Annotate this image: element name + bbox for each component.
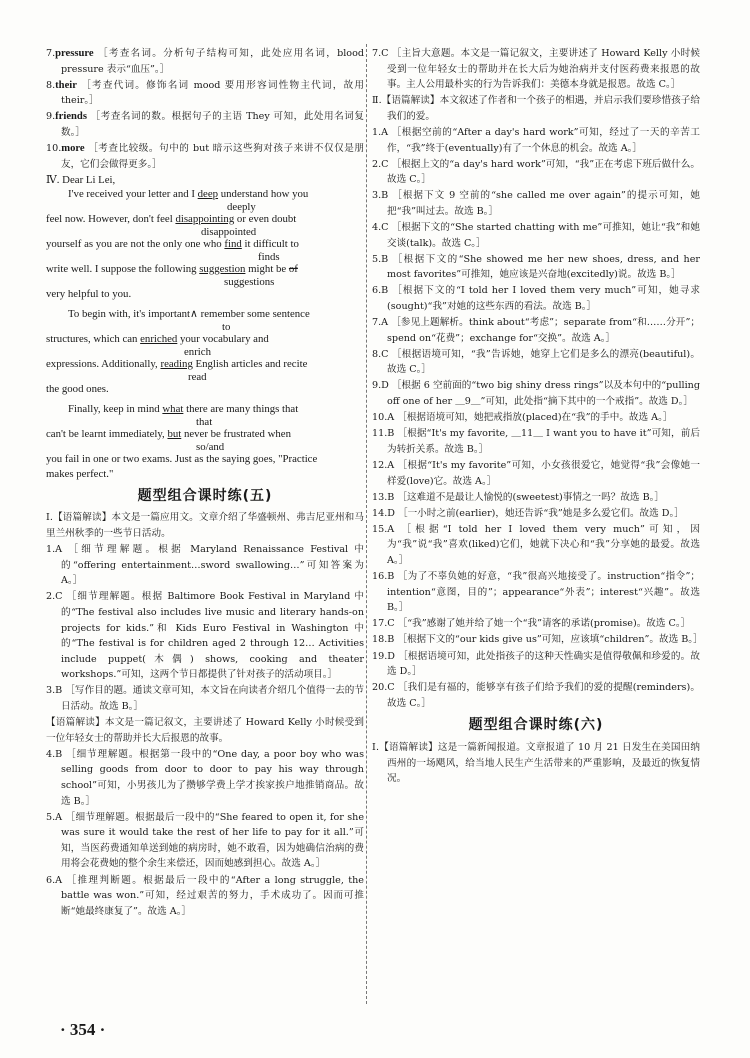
correction-word: so/and [196, 440, 225, 453]
answer-item: 20.C ［我们是有福的，能够享有孩子们给予我们的爱的提醒(reminders)。故选 C。］ [372, 682, 700, 709]
reading-summary: Ⅰ.【语篇解读】这是一篇新闻报道。文章报道了 10 月 21 日发生在美国田纳西州的一场飓风，给当地人民生产生活带来的严重影响，及最近的恢复情况。 [372, 742, 700, 785]
right-column [372, 46, 703, 787]
answer-item: 6.B ［根据下文的“I told her I loved them very much”可知，她寻求(sought)“我”对她的这些东西的看法。故选 B。］ [372, 285, 700, 312]
correction-word: that [196, 415, 213, 428]
letter-line: very helpful to you. [46, 287, 132, 300]
answer-item: 16.B ［为了不辜负她的好意，“我”很高兴地接受了。instruction“指令”；intention“意图，目的”；appearance“外表”；interest“兴趣”。故选 B。］ [372, 571, 700, 614]
section-title-5: 题型组合课时练(五) [137, 487, 273, 504]
answer-item: 2.C ［细节理解题。根据 Baltimore Book Festival in Maryland 中的“The festival also includes live music and literary hands-on projects for kids.”和 Kids Euro Festival in Washington 中的“The festival is for children aged 2 through 12… Activities include puppet(木偶) shows, cooking and theater workshops.”可知，这两个节日都提供了针对孩子的活动项目。］ [46, 591, 364, 681]
letter-line: can't be learnt immediately, but never be frustrated when [46, 427, 291, 440]
answer-item: 8.C ［根据语境可知，“我”告诉她，她穿上它们是多么的漂亮(beautiful)。故选 C。］ [372, 348, 700, 376]
answer-item: 9.D ［根据 6 空前面的“two big shiny dress rings”以及本句中的“pulling off one of her ＿9＿”可知，此处指“摘下其中的一个戒指”。故选 D。］ [372, 380, 700, 408]
reading-summary: Ⅰ.【语篇解读】本文是一篇应用文。文章介绍了华盛顿州、弗吉尼亚州和马里兰州秋季的一些节日活动。 [46, 512, 364, 539]
letter-line: the good ones. [46, 382, 109, 395]
answer-item: 7.A ［参见上题解析。think about“考虑”；separate from“和……分开”；spend on“花费”；exchange for“交换”。故选 A。］ [372, 317, 700, 344]
letter-line: I've received your letter and I deep understand how you [68, 187, 309, 200]
answer-item: 19.D ［根据语境可知，此处指孩子的这种天性确实是值得敬佩和珍爱的。故选 D。］ [372, 650, 700, 678]
correction-word: disappointed [201, 225, 257, 238]
correction-word: enrich [184, 345, 211, 358]
answer-item: 5.B ［根据下文的“She showed me her new shoes, dress, and her most favorites”可推知，她应该是兴奋地(excitedly)说。故选 B。］ [372, 253, 700, 281]
letter-line: makes perfect." [46, 467, 114, 480]
answer-item: 5.A ［细节理解题。根据最后一段中的“She feared to open it, for she was sure it would take the rest of her life to pay for it all.”可知，当医药费通知单送到她的病房时，她不敢看，因为她确信治病的费用将会花费她的整个余生来偿还，因而她感到担心。故选 A。］ [46, 811, 364, 870]
answer-item: 1.A ［根据空前的“After a day's hard work”可知，经过了一天的辛苦工作，“我”终于(eventually)有了一个休息的机会。故选 A。］ [372, 126, 700, 154]
letter-line: write well. I suppose the following suggestion might be of [46, 262, 298, 275]
answer-item: 4.B ［细节理解题。根据第一段中的“One day, a poor boy who was selling goods from door to door to pay his way through school”可知，小男孩儿为了攒够学费上学才挨家挨户地推销商品。故选 B。］ [46, 748, 364, 807]
answer-item: 1.A ［细节理解题。根据 Maryland Renaissance Festival 中的“offering entertainment…sword swallowing…”可知答案为 A。］ [46, 544, 364, 587]
answer-item: 17.C ［“我”感谢了她并给了她一个“我”请客的承诺(promise)。故选 C。］ [372, 618, 691, 630]
correction-word: finds [258, 250, 280, 263]
section-title-6: 题型组合课时练(六) [468, 717, 604, 734]
answer-item-10: 10.more ［考查比较级。句中的 but 暗示这些狗对孩子来讲不仅仅是朋友，它们会做得更多。］ [46, 143, 364, 170]
page-number: · 354 · [60, 1020, 106, 1039]
answer-item-7: 7.pressure ［考查名词。分析句子结构可知，此处应用名词，blood pressure 表示“血压”。］ [46, 48, 364, 75]
letter-line: feel now. However, don't feel disappointing or even doubt [46, 212, 297, 225]
correction-word: read [188, 370, 207, 383]
answer-item: 2.C ［根据上文的“a day's hard work”可知，“我”正在考虑下班后做什么。故选 C。］ [372, 158, 700, 186]
answer-item: 14.D ［一小时之前(earlier)，她还告诉“我”她是多么爱它们。故选 D。］ [372, 507, 684, 519]
correction-word: to [222, 320, 231, 333]
correction-word: suggestions [224, 275, 275, 288]
column-divider [366, 44, 367, 1004]
left-column [46, 46, 364, 920]
correction-word: deeply [227, 200, 256, 213]
answer-item: 15.A ［根据“I told her I loved them very much”可知，因为“我”说“我”喜欢(liked)它们，她就下决心和“我”分享她的最爱。故选 A。］ [372, 523, 700, 566]
correction-letter [46, 173, 364, 482]
answer-list-iii [46, 46, 364, 172]
answer-item: 6.A ［推理判断题。根据最后一段中的“After a long struggle, the battle was won.”可知，经过艰苦的努力，手术成功了。因而可推断“她最终康复了”。故选 A。］ [46, 874, 364, 917]
answer-item-9: 9.friends ［考查名词的数。根据句子的主语 They 可知，此处用名词复数。］ [46, 111, 364, 138]
letter-line: expressions. Additionally, reading English articles and recite [46, 357, 308, 370]
answer-item: 18.B ［根据下文的“our kids give us”可知，应该填“children”。故选 B。］ [372, 634, 703, 646]
letter-line: you fail in one or two exams. Just as the saying goes, "Practice [46, 452, 318, 465]
letter-heading: Ⅳ. Dear Li Lei, [46, 173, 116, 186]
answer-item: 3.B ［写作目的题。通读文章可知，本文旨在向读者介绍几个值得一去的节日活动。故选 B。］ [46, 685, 364, 712]
letter-line: Finally, keep in mind what there are many things that [68, 402, 299, 415]
letter-line: To begin with, it's important∧ remember some sentence [68, 307, 310, 320]
letter-line: yourself as you are not the only one who find it difficult to [46, 237, 299, 250]
reading-summary: Ⅱ.【语篇解读】本文叙述了作者和一个孩子的相遇，并启示我们要珍惜孩子给我们的爱。 [372, 95, 700, 122]
answer-item: 3.B ［根据下文 9 空前的“she called me over again”的提示可知，她把“我”叫过去。故选 B。］ [372, 190, 700, 217]
answer-item: 12.A ［根据“It's my favorite”可知，小女孩很爱它，她觉得“我”会像她一样爱(love)它。故选 A。］ [372, 459, 700, 487]
answer-item-8: 8.their ［考查代词。修饰名词 mood 要用形容词性物主代词，故用 their。］ [46, 79, 364, 107]
answer-item: 7.C ［主旨大意题。本文是一篇记叙文，主要讲述了 Howard Kelly 小时候受到一位年轻女士的帮助并在长大后为她治病并支付医药费来报恩的故事。主人公用最朴实的行为告诉我们：美德本身就是报恩。故选 C。］ [372, 48, 700, 91]
reading-summary: 【语篇解读】本文是一篇记叙文，主要讲述了 Howard Kelly 小时候受到一位年轻女士的帮助并长大后报恩的故事。 [46, 717, 364, 744]
answer-item: 4.C ［根据下文的“She started chatting with me”可推知，她让“我”和她交谈(talk)。故选 C。］ [372, 222, 700, 249]
letter-line: structures, which can enriched your vocabulary and [46, 332, 269, 345]
answer-item: 10.A ［根据语境可知，她把戒指放(placed)在“我”的手中。故选 A。］ [372, 412, 673, 424]
answer-item: 11.B ［根据“It's my favorite, ＿11＿ I want you to have it”可知，前后为转折关系。故选 B。］ [372, 428, 700, 455]
answer-item: 13.B ［这难道不是最让人愉悦的(sweetest)事情之一吗？故选 B。］ [372, 491, 665, 503]
